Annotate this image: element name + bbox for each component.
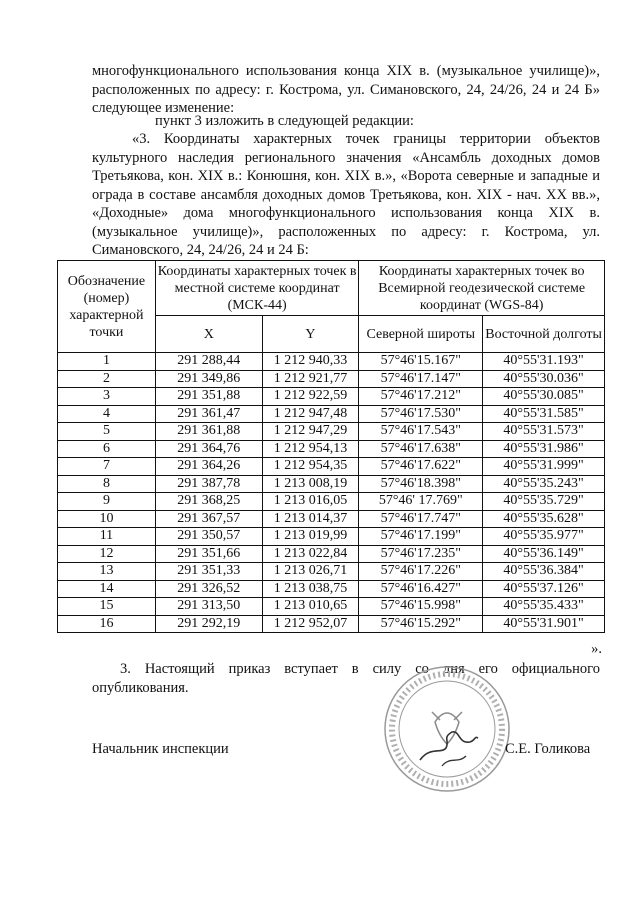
cell-x: 291 367,57	[155, 510, 262, 528]
table-row	[58, 440, 605, 458]
cell-lon: 40°55'36.384"	[483, 563, 605, 581]
cell-lat: 57°46'16.427"	[359, 580, 483, 598]
header-y: Y	[262, 316, 359, 353]
table-row	[58, 493, 605, 511]
cell-y: 1 213 022,84	[262, 545, 359, 563]
cell-lon: 40°55'35.243"	[483, 475, 605, 493]
cell-x: 291 364,26	[155, 458, 262, 476]
header-local-coords: Координаты характерных точек в местной системе координат (МСК-44)	[155, 261, 358, 316]
table-row	[58, 353, 605, 371]
cell-y: 1 213 026,71	[262, 563, 359, 581]
cell-n: 1	[58, 353, 156, 371]
cell-n: 3	[58, 388, 156, 406]
cell-n: 11	[58, 528, 156, 546]
cell-lat: 57°46'17.212"	[359, 388, 483, 406]
cell-lon: 40°55'35.729"	[483, 493, 605, 511]
header-longitude: Восточной долготы	[483, 316, 605, 353]
cell-y: 1 213 038,75	[262, 580, 359, 598]
closing-quote: ».	[591, 641, 602, 657]
table-row	[58, 528, 605, 546]
cell-n: 16	[58, 615, 156, 633]
table-row	[58, 598, 605, 616]
header-wgs-coords: Координаты характерных точек во Всемирной геодезической системе координат (WGS-84)	[359, 261, 605, 316]
cell-lat: 57°46'17.235"	[359, 545, 483, 563]
cell-n: 10	[58, 510, 156, 528]
cell-y: 1 212 922,59	[262, 388, 359, 406]
cell-n: 15	[58, 598, 156, 616]
cell-y: 1 212 921,77	[262, 370, 359, 388]
coordinates-table-body	[58, 353, 605, 633]
cell-y: 1 212 947,48	[262, 405, 359, 423]
header-x: X	[155, 316, 262, 353]
cell-y: 1 212 947,29	[262, 423, 359, 441]
table-row	[58, 615, 605, 633]
cell-n: 14	[58, 580, 156, 598]
cell-lat: 57°46' 17.769"	[359, 493, 483, 511]
quoted-paragraph: «3. Координаты характерных точек границы территории объектов культурного наследия регионального значения «Ансамбль доходных домов Третьякова, кон. XIX в.: Конюшня, кон. XIX в.», «Ворота северные и западные и ограда в составе ансамбля доходных домов Третьякова, кон. XIX - нач. XX вв.», «Доходные» дома многофункционального использования конца XIX в. (музыкальное училище)», расположенных по адресу: г. Кострома, ул. Симановского, 24, 24/26, 24 и 24 Б:	[92, 131, 600, 258]
cell-y: 1 213 010,65	[262, 598, 359, 616]
cell-n: 4	[58, 405, 156, 423]
cell-y: 1 213 019,99	[262, 528, 359, 546]
cell-x: 291 288,44	[155, 353, 262, 371]
cell-lat: 57°46'15.167"	[359, 353, 483, 371]
cell-lat: 57°46'17.638"	[359, 440, 483, 458]
cell-y: 1 213 016,05	[262, 493, 359, 511]
header-point-number: Обозначение (номер) характерной точки	[58, 261, 156, 353]
cell-x: 291 349,86	[155, 370, 262, 388]
cell-lon: 40°55'31.573"	[483, 423, 605, 441]
cell-y: 1 212 954,13	[262, 440, 359, 458]
signatory-title: Начальник инспекции	[92, 741, 229, 757]
cell-x: 291 350,57	[155, 528, 262, 546]
cell-n: 12	[58, 545, 156, 563]
cell-y: 1 213 014,37	[262, 510, 359, 528]
signatory-name: С.Е. Голикова	[505, 741, 591, 757]
cell-x: 291 368,25	[155, 493, 262, 511]
cell-lon: 40°55'31.193"	[483, 353, 605, 371]
cell-x: 291 313,50	[155, 598, 262, 616]
header-latitude: Северной широты	[359, 316, 483, 353]
table-row	[58, 388, 605, 406]
cell-x: 291 292,19	[155, 615, 262, 633]
cell-n: 8	[58, 475, 156, 493]
table-row	[58, 423, 605, 441]
cell-lat: 57°46'17.226"	[359, 563, 483, 581]
cell-lon: 40°55'31.986"	[483, 440, 605, 458]
table-row	[58, 563, 605, 581]
cell-lon: 40°55'35.433"	[483, 598, 605, 616]
cell-lat: 57°46'15.292"	[359, 615, 483, 633]
table-row	[58, 458, 605, 476]
table-row	[58, 510, 605, 528]
cell-lon: 40°55'30.036"	[483, 370, 605, 388]
cell-x: 291 351,33	[155, 563, 262, 581]
table-row	[58, 405, 605, 423]
cell-x: 291 387,78	[155, 475, 262, 493]
cell-y: 1 212 954,35	[262, 458, 359, 476]
cell-x: 291 361,88	[155, 423, 262, 441]
cell-x: 291 351,88	[155, 388, 262, 406]
cell-n: 5	[58, 423, 156, 441]
cell-lat: 57°46'17.530"	[359, 405, 483, 423]
cell-y: 1 212 940,33	[262, 353, 359, 371]
cell-n: 13	[58, 563, 156, 581]
coordinates-table	[57, 260, 605, 633]
cell-lat: 57°46'17.147"	[359, 370, 483, 388]
cell-lon: 40°55'31.901"	[483, 615, 605, 633]
cell-lat: 57°46'17.747"	[359, 510, 483, 528]
cell-lat: 57°46'17.543"	[359, 423, 483, 441]
cell-n: 7	[58, 458, 156, 476]
cell-n: 2	[58, 370, 156, 388]
cell-lat: 57°46'17.622"	[359, 458, 483, 476]
cell-lon: 40°55'30.085"	[483, 388, 605, 406]
table-row	[58, 475, 605, 493]
cell-n: 9	[58, 493, 156, 511]
table-row	[58, 580, 605, 598]
cell-lat: 57°46'15.998"	[359, 598, 483, 616]
cell-x: 291 351,66	[155, 545, 262, 563]
cell-lon: 40°55'37.126"	[483, 580, 605, 598]
table-row	[58, 545, 605, 563]
cell-y: 1 212 952,07	[262, 615, 359, 633]
cell-n: 6	[58, 440, 156, 458]
cell-lon: 40°55'35.628"	[483, 510, 605, 528]
cell-lon: 40°55'36.149"	[483, 545, 605, 563]
cell-x: 291 361,47	[155, 405, 262, 423]
cell-lon: 40°55'31.999"	[483, 458, 605, 476]
official-seal-stamp	[380, 662, 515, 797]
cell-y: 1 213 008,19	[262, 475, 359, 493]
point-3-line: пункт 3 изложить в следующей редакции:	[155, 113, 414, 129]
intro-paragraph: многофункционального использования конца XIX в. (музыкальное училище)», расположенных по адресу: г. Кострома, ул. Симановского, 24, 24/26, 24 и 24 Б» следующее изменение:	[92, 63, 600, 116]
cell-lat: 57°46'17.199"	[359, 528, 483, 546]
cell-x: 291 326,52	[155, 580, 262, 598]
table-row	[58, 370, 605, 388]
cell-lon: 40°55'35.977"	[483, 528, 605, 546]
cell-x: 291 364,76	[155, 440, 262, 458]
cell-lat: 57°46'18.398"	[359, 475, 483, 493]
order-paragraph: 3. Настоящий приказ вступает в силу со дня его официального опубликования.	[92, 661, 600, 696]
cell-lon: 40°55'31.585"	[483, 405, 605, 423]
